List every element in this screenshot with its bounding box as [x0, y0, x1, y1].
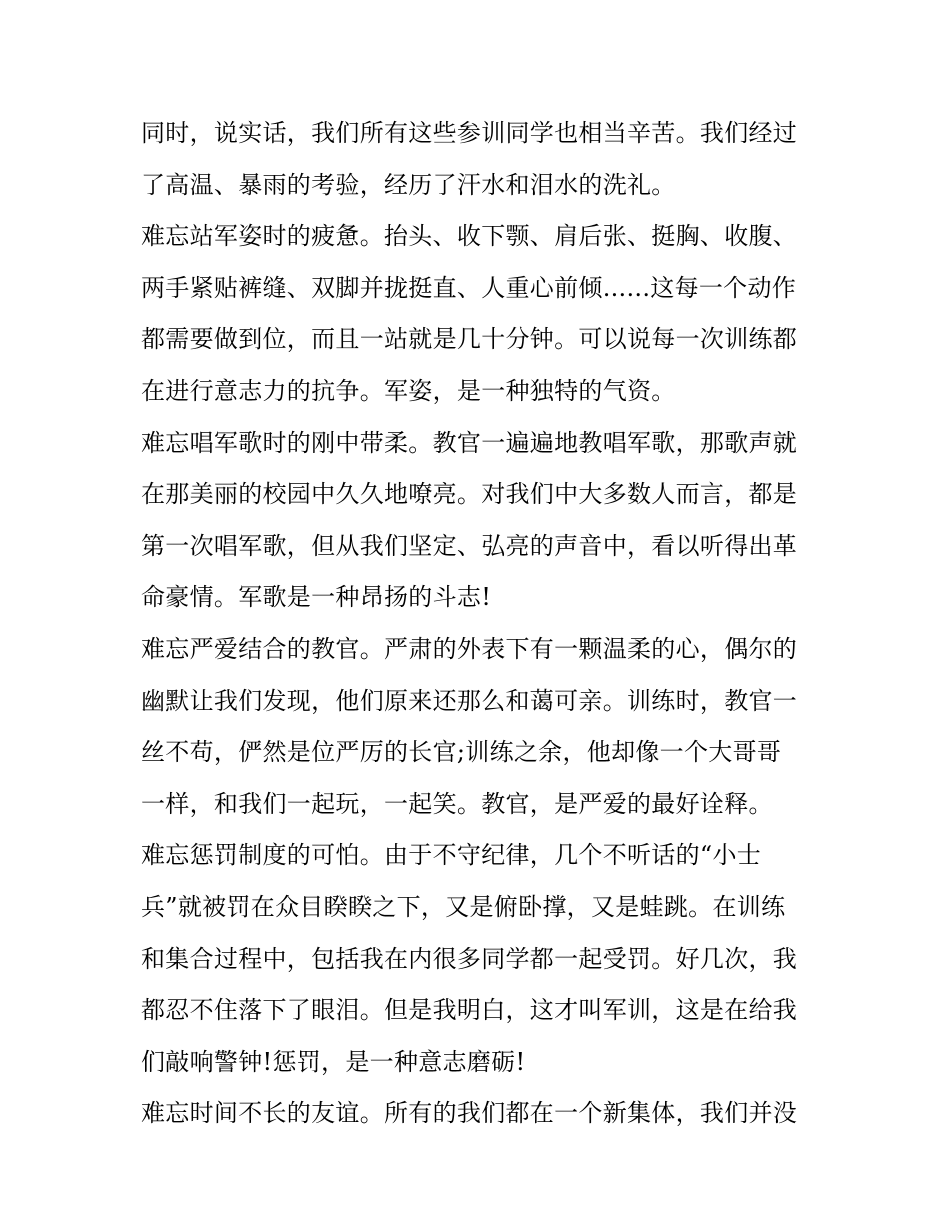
text-line: 们敲响警钟!惩罚，是一种意志磨砺!: [141, 1047, 526, 1076]
text-line: 难忘时间不长的友谊。所有的我们都在一个新集体，我们并没: [141, 1099, 798, 1128]
text-line: 兵”就被罚在众目睽睽之下，又是俯卧撑，又是蛙跳。在训练: [141, 892, 786, 921]
text-line: 难忘严爱结合的教官。严肃的外表下有一颗温柔的心，偶尔的: [141, 634, 798, 663]
text-line: 第一次唱军歌，但从我们坚定、弘亮的声音中，看以听得出革: [141, 531, 798, 560]
text-line: 都需要做到位，而且一站就是几十分钟。可以说每一次训练都: [141, 325, 798, 354]
text-line: 了高温、暴雨的考验，经历了汗水和泪水的洗礼。: [141, 170, 676, 199]
text-line: 难忘站军姿时的疲惫。抬头、收下颚、肩后张、挺胸、收腹、: [141, 222, 798, 251]
text-line: 丝不苟，俨然是位严厉的长官;训练之余，他却像一个大哥哥: [141, 738, 782, 767]
text-line: 难忘惩罚制度的可怕。由于不守纪律，几个不听话的“小士: [141, 841, 762, 870]
text-line: 都忍不住落下了眼泪。但是我明白，这才叫军训，这是在给我: [141, 996, 798, 1025]
text-line: 同时，说实话，我们所有这些参训同学也相当辛苦。我们经过: [141, 119, 798, 147]
text-line: 两手紧贴裤缝、双脚并拢挺直、人重心前倾......这每一个动作: [141, 273, 797, 302]
text-line: 和集合过程中，包括我在内很多同学都一起受罚。好几次，我: [141, 944, 798, 973]
text-line: 在进行意志力的抗争。军姿，是一种独特的气资。: [141, 376, 676, 405]
text-line: 命豪情。军歌是一种昂扬的斗志!: [141, 583, 492, 612]
text-line: 一样，和我们一起玩，一起笑。教官，是严爱的最好诠释。: [141, 789, 773, 818]
document-text: [141, 108, 821, 1140]
text-line: 难忘唱军歌时的刚中带柔。教官一遍遍地教唱军歌，那歌声就: [141, 428, 798, 457]
text-line: 在那美丽的校园中久久地嘹亮。对我们中大多数人而言，都是: [141, 480, 798, 509]
text-line: 幽默让我们发现，他们原来还那么和蔼可亲。训练时，教官一: [141, 686, 798, 715]
